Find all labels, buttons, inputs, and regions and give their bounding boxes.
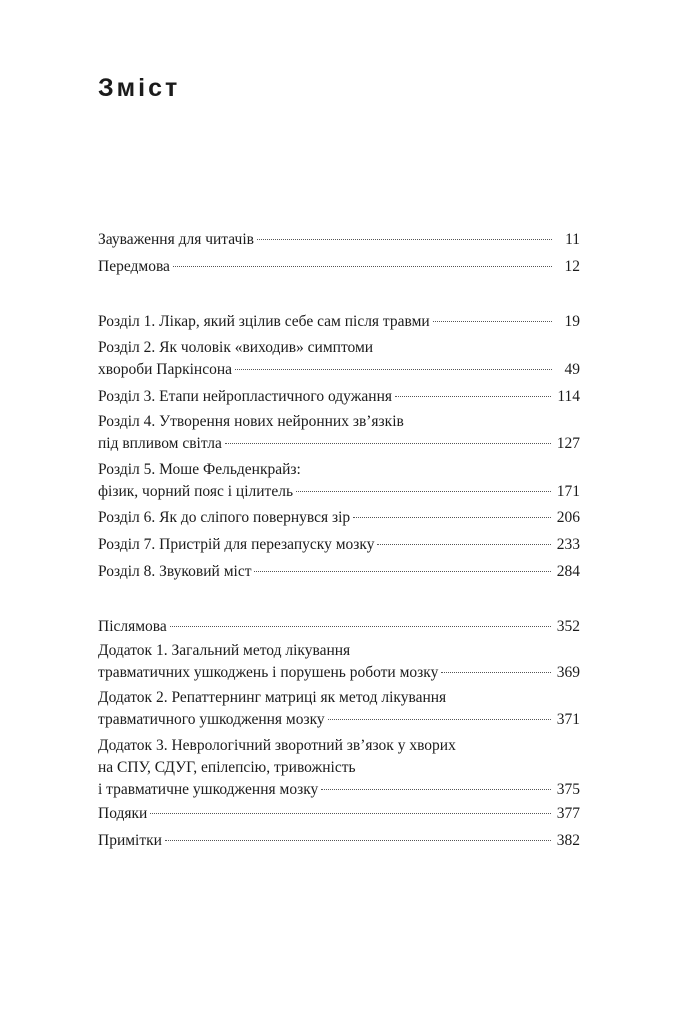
dot-leader: [377, 544, 550, 545]
toc-entry-title: Передмова: [98, 258, 170, 275]
toc-entry: [98, 459, 580, 503]
dot-leader: [235, 369, 552, 370]
toc-page-number: 352: [556, 618, 580, 635]
toc-page-number: 12: [564, 258, 580, 275]
dot-leader: [353, 517, 551, 518]
toc-entry-title: Розділ 8. Звуковий міст: [98, 563, 252, 580]
toc-entry-title: Розділ 2. Як чоловік «виходив» симптоми: [98, 339, 374, 356]
dot-leader: [328, 719, 551, 720]
dot-leader: [254, 571, 550, 572]
toc-page-number: 19: [564, 313, 580, 330]
toc-entry-title-continued: травматичного ушкодження мозку: [98, 711, 325, 728]
toc-page-number: 171: [556, 483, 580, 500]
toc-entry-title: Подяки: [98, 805, 148, 822]
toc-entry-title-continued: фізик, чорний пояс і цілитель: [98, 483, 294, 500]
toc-page-number: 284: [556, 563, 580, 580]
dot-leader: [433, 321, 552, 322]
toc-entry-title: Розділ 6. Як до сліпого повернувся зір: [98, 509, 351, 526]
toc-page-number: 377: [556, 805, 580, 822]
dot-leader: [170, 626, 551, 627]
toc-entry: [98, 229, 580, 251]
dot-leader: [225, 443, 551, 444]
toc-entry-title: Додаток 2. Репаттернинг матриці як метод лікування: [98, 689, 447, 706]
toc-entry: [98, 411, 580, 455]
toc-entry: [98, 256, 580, 278]
toc-page-number: 127: [556, 435, 580, 452]
toc-entry: [98, 616, 580, 638]
dot-leader: [395, 396, 551, 397]
toc-entry-title: Додаток 1. Загальний метод лікування: [98, 642, 351, 659]
dot-leader: [150, 813, 550, 814]
toc-entry-title: Примітки: [98, 832, 162, 849]
toc-entry: [98, 337, 580, 381]
toc-entry-title-continued: під впливом світла: [98, 435, 222, 452]
toc-entry-title: Зауваження для читачів: [98, 231, 254, 248]
toc-entry: [98, 561, 580, 583]
toc-entry: [98, 687, 580, 731]
toc-entry: [98, 534, 580, 556]
page-title: Зміст: [98, 74, 181, 102]
toc-entry: [98, 507, 580, 529]
toc-page-number: 233: [556, 536, 580, 553]
toc-page-number: 114: [557, 388, 580, 405]
toc-entry-title-continued: хвороби Паркінсона: [98, 361, 233, 378]
toc-entry: [98, 386, 580, 408]
dot-leader: [296, 491, 551, 492]
toc-page-number: 375: [556, 781, 580, 798]
toc-entry-title: Розділ 1. Лікар, який зцілив себе сам після травми: [98, 313, 430, 330]
toc-entry-title-continued: і травматичне ушкодження мозку: [98, 781, 319, 798]
toc-entry: [98, 735, 580, 801]
toc-page-number: 206: [556, 509, 580, 526]
toc-page-number: 11: [565, 231, 580, 248]
toc-entry-title: Розділ 3. Етапи нейропластичного одужання: [98, 388, 393, 405]
dot-leader: [257, 239, 552, 240]
toc-entry-title: Розділ 7. Пристрій для перезапуску мозку: [98, 536, 375, 553]
toc-entry-title-continued: на СПУ, СДУГ, епілепсію, тривожність: [98, 759, 356, 776]
dot-leader: [441, 672, 550, 673]
toc-entry: [98, 830, 580, 852]
toc-entry-title-continued: травматичних ушкоджень і порушень роботи мозку: [98, 664, 439, 681]
toc-page-number: 371: [556, 711, 580, 728]
dot-leader: [321, 789, 550, 790]
toc-page-number: 369: [556, 664, 580, 681]
toc-page-number: 382: [556, 832, 580, 849]
toc-page-number: 49: [564, 361, 580, 378]
toc-entry: [98, 311, 580, 333]
dot-leader: [165, 840, 551, 841]
toc-entry-title: Додаток 3. Неврологічний зворотний зв’язок у хворих: [98, 737, 456, 754]
toc-entry: [98, 640, 580, 684]
toc-entry: [98, 803, 580, 825]
toc-entry-title: Розділ 5. Моше Фельденкрайз:: [98, 461, 301, 478]
toc-entry-title: Післямова: [98, 618, 167, 635]
dot-leader: [173, 266, 552, 267]
toc-entry-title: Розділ 4. Утворення нових нейронних зв’язків: [98, 413, 404, 430]
